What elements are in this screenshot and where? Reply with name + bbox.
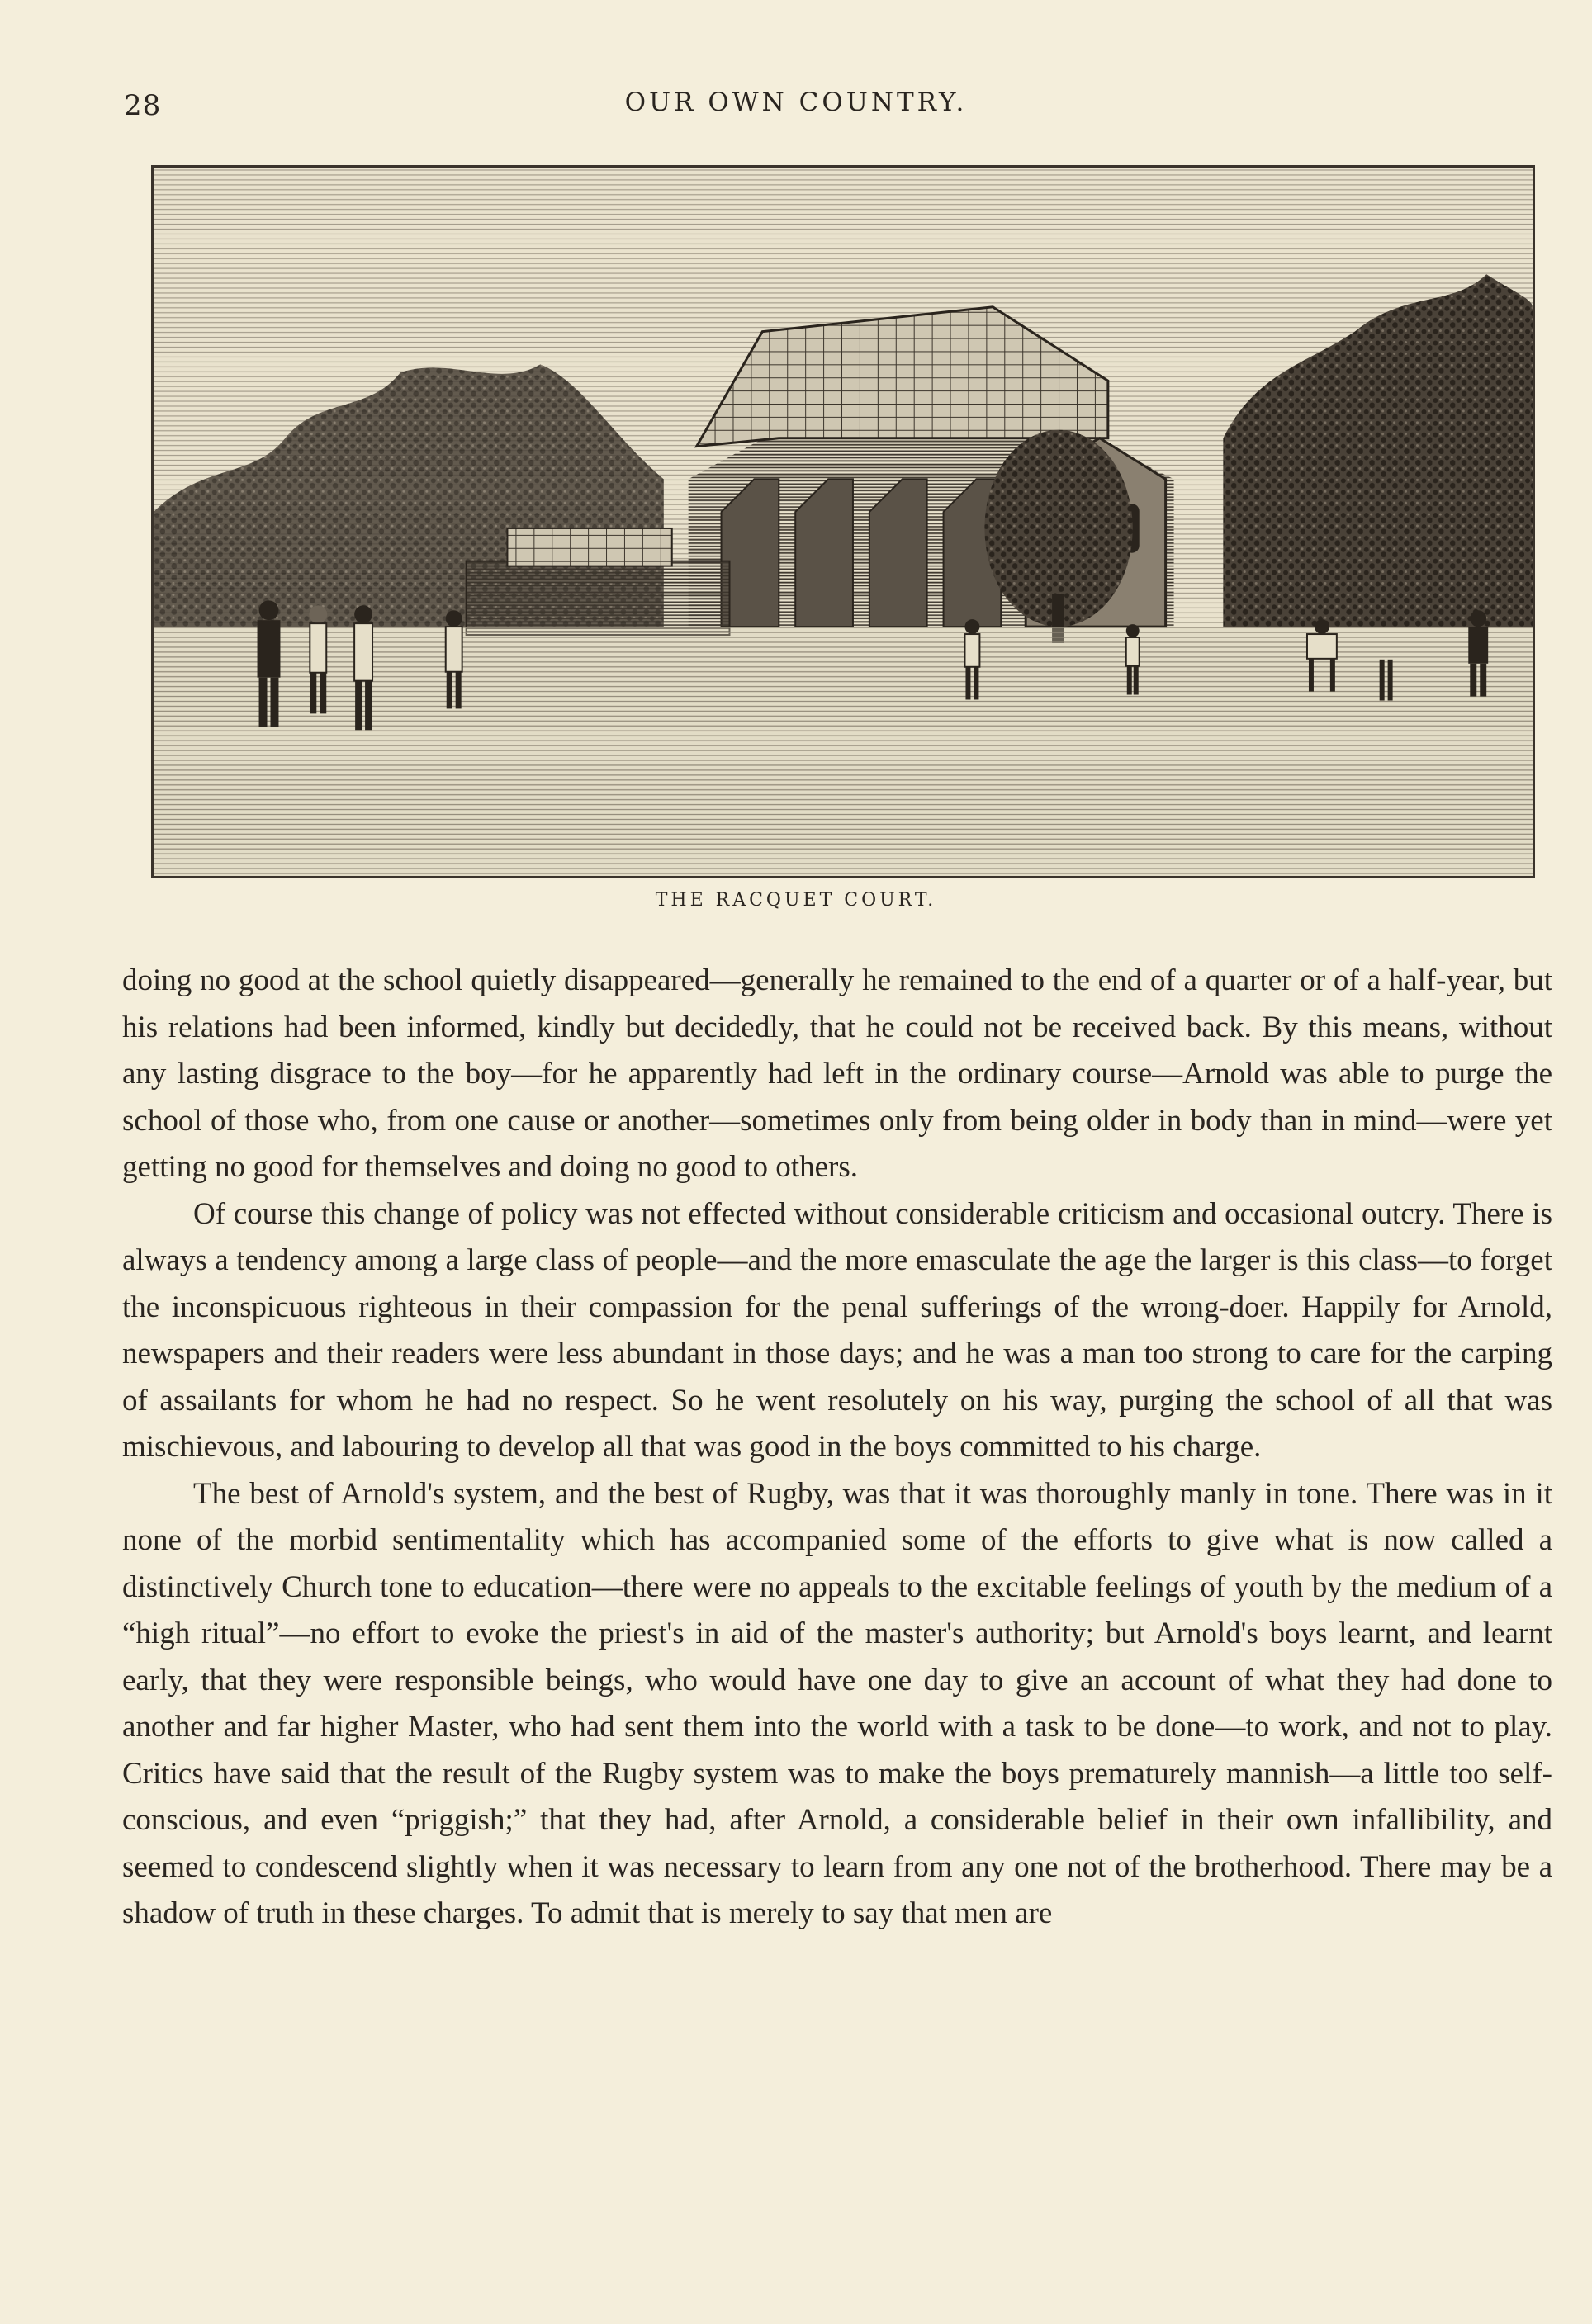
paragraph: doing no good at the school quietly disappeared—generally he remained to the end of a quarter or of a half-year, but his relations had been informed, kindly but decidedly, that he could not be received back. By this means, without any lasting disgrace to the boy—for he apparently had left in the ordinary course—Arnold was able to purge the school of those who, from one cause or another—sometimes only from being older in body than in mind—were yet getting no good for themselves and doing no good to others. [122, 963, 1552, 1184]
paragraph: Of course this change of policy was not effected without considerable criticism and occasional outcry. There is always a tendency among a large class of people—and the more emasculate the age the larger is this class—to forget the inconspicuous righteous in their compassion for the penal sufferings of the wrong-doer. Happily for Arnold, newspapers and their readers were less abundant in those days; and he was a man too strong to care for the carping of assailants for whom he had no respect. So he went resolutely on his way, purging the school of all that was mischievous, and labouring to develop all that was good in the boys committed to his charge. [122, 1196, 1552, 1464]
running-head: OUR OWN COUNTRY. [624, 88, 968, 117]
paragraph: The best of Arnold's system, and the best of Rugby, was that it was thoroughly manly in tone. There was in it none of the morbid sentimentality which has accompanied some of the efforts to give what is now called a distinctively Church tone to education—there were no appeals to the excitable feelings of youth by the medium of a “high ritual”—no effort to evoke the priest's in aid of the master's authority; but Arnold's boys learnt, and learnt early, that they were responsible beings, who would have one day to give an account of what they had done to another and far higher Master, who had sent them into the world with a task to be done—to work, and not to play. Critics have said that the result of the Rugby system was to make the boys prematurely mannish—a little too self-conscious, and even “priggish;” that they had, after Arnold, a considerable belief in their own infallibility, and seemed to condescend slightly when it was necessary to learn from any one not of the brotherhood. There may be a shadow of truth in these charges. To admit that is merely to say that men are [122, 1476, 1552, 1930]
page-number: 28 [124, 89, 162, 122]
engraving-drawing [154, 168, 1533, 876]
racquet-court-engraving [151, 165, 1535, 878]
body-text [122, 958, 1552, 1938]
illustration-caption: THE RACQUET COURT. [655, 890, 937, 911]
